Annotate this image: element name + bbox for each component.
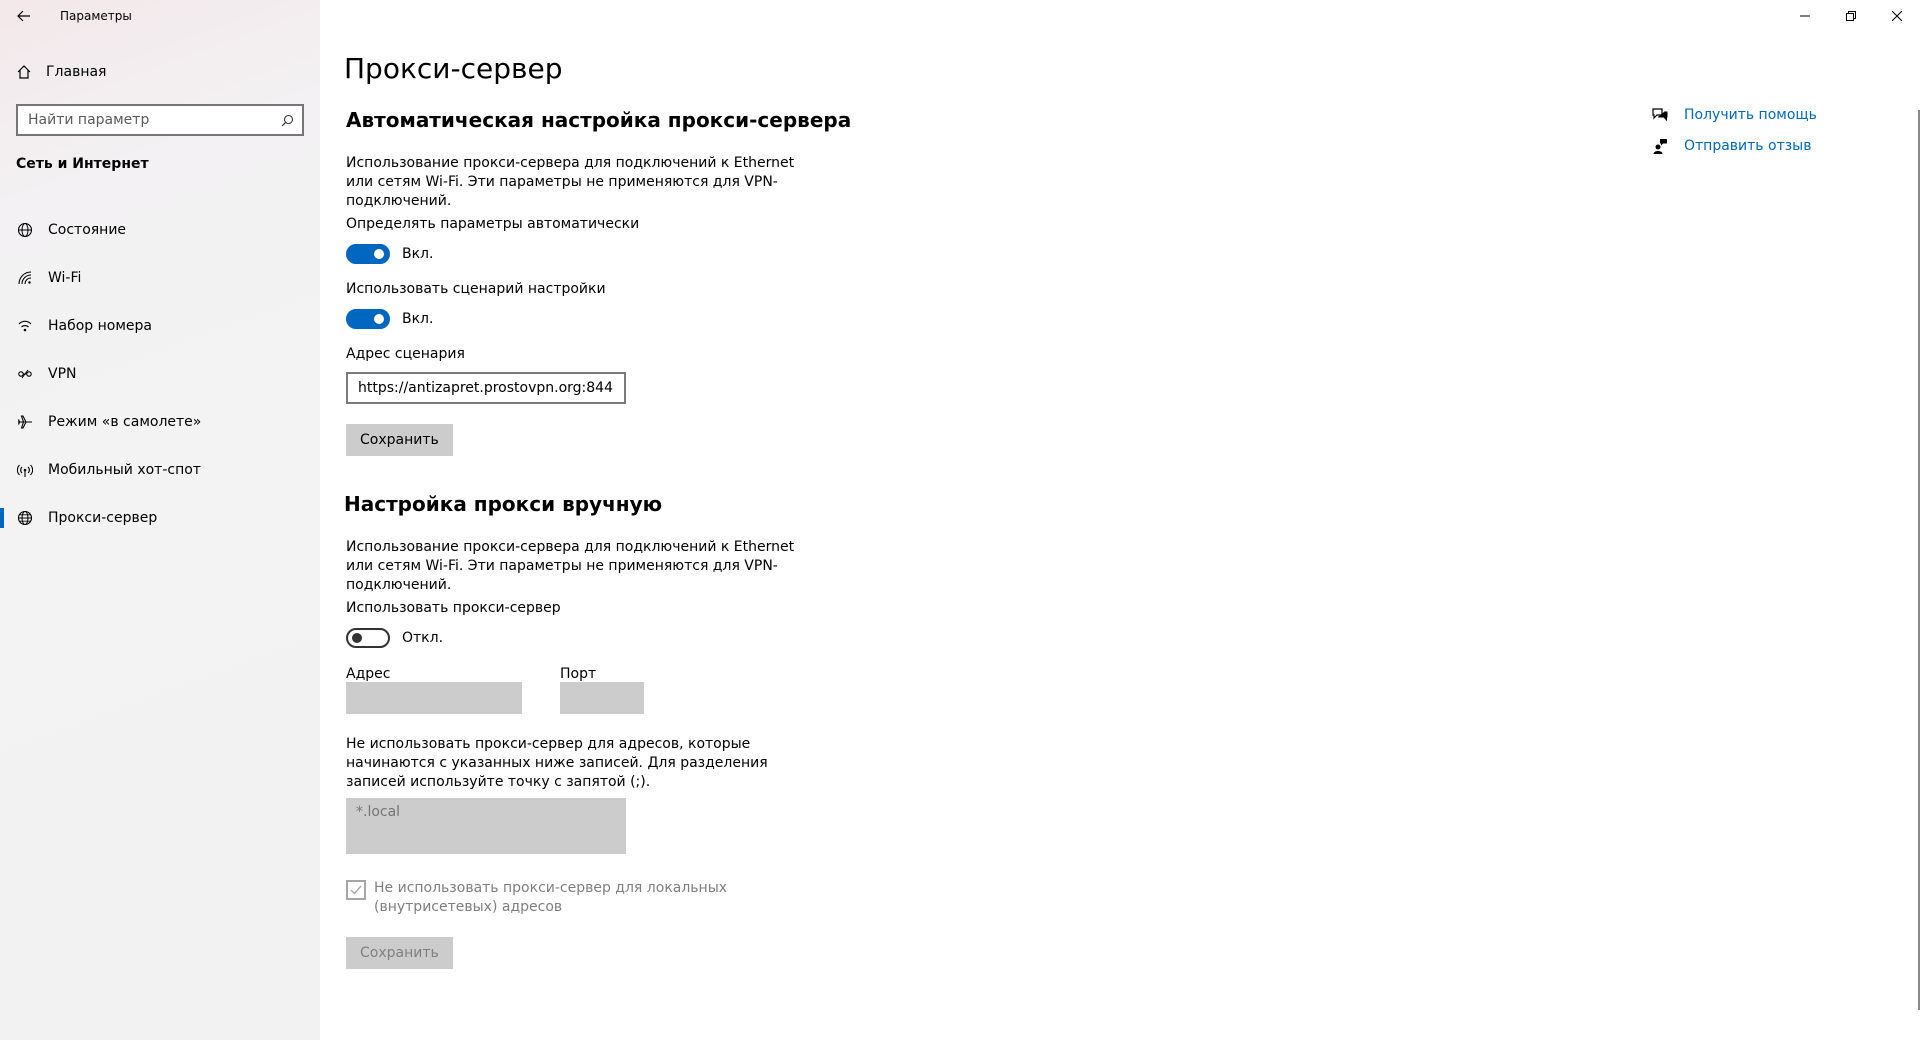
use-proxy-label: Использовать прокси-сервер	[346, 600, 561, 616]
search-box[interactable]	[16, 104, 304, 136]
use-script-row	[346, 308, 433, 330]
wifi-icon	[16, 269, 34, 287]
exceptions-field[interactable]	[346, 798, 626, 854]
script-address-input[interactable]	[358, 380, 614, 396]
sidebar-item-status[interactable]	[0, 206, 320, 254]
manual-section-heading: Настройка прокси вручную	[344, 492, 663, 516]
use-script-toggle[interactable]	[346, 309, 390, 329]
detect-auto-toggle[interactable]	[346, 244, 390, 264]
sidebar-item-airplane[interactable]	[0, 398, 320, 446]
proxy-address-label: Адрес	[346, 666, 391, 682]
back-button[interactable]	[0, 0, 48, 32]
home-nav-item[interactable]	[0, 56, 320, 88]
toggle-state-text: Вкл.	[402, 246, 434, 262]
checkmark-icon	[350, 885, 362, 895]
manual-save-button[interactable]: Сохранить	[346, 937, 453, 969]
globe-status-icon	[16, 221, 34, 239]
close-button[interactable]	[1874, 0, 1920, 32]
main-content	[320, 0, 1920, 1040]
use-proxy-row	[346, 627, 443, 649]
search-input[interactable]	[18, 106, 272, 134]
proxy-address-input[interactable]	[346, 682, 522, 714]
local-bypass-checkbox[interactable]	[346, 880, 366, 900]
search-icon[interactable]	[272, 114, 302, 127]
proxy-port-input[interactable]	[560, 682, 644, 714]
vpn-icon	[16, 365, 34, 383]
feedback-icon	[1650, 138, 1670, 154]
sidebar-item-proxy[interactable]	[0, 494, 320, 542]
local-bypass-row	[346, 880, 814, 917]
toggle-state-text: Вкл.	[402, 311, 434, 327]
exceptions-description: Не использовать прокси-сервер для адресов, которые начинаются с указанных ниже записей. Для разделения записей используйте точку с запятой (;).	[346, 736, 768, 790]
proxy-address-field[interactable]	[346, 682, 522, 714]
send-feedback-link[interactable]	[1650, 131, 1817, 161]
restore-icon	[1846, 11, 1856, 21]
section-title: Сеть и Интернет	[16, 156, 149, 172]
sidebar-item-wifi[interactable]	[0, 254, 320, 302]
minimize-button[interactable]	[1782, 0, 1828, 32]
close-icon	[1892, 11, 1902, 21]
sidebar-item-label: Wi-Fi	[48, 270, 82, 286]
use-proxy-toggle[interactable]	[346, 628, 390, 648]
sidebar-item-label: Прокси-сервер	[48, 510, 158, 526]
proxy-port-label: Порт	[560, 666, 597, 682]
sidebar-item-vpn[interactable]	[0, 350, 320, 398]
auto-save-button[interactable]: Сохранить	[346, 424, 453, 456]
send-feedback-label: Отправить отзыв	[1684, 138, 1812, 154]
dialup-icon	[16, 317, 34, 335]
minimize-icon	[1800, 11, 1810, 21]
page-title: Прокси-сервер	[344, 52, 563, 85]
auto-section-heading: Автоматическая настройка прокси-сервера	[346, 108, 852, 132]
sidebar	[0, 0, 320, 1040]
toggle-knob	[352, 633, 362, 643]
toggle-knob	[374, 249, 384, 259]
detect-auto-label: Определять параметры автоматически	[346, 216, 640, 232]
sidebar-item-label: Набор номера	[48, 318, 153, 334]
title-bar	[0, 0, 320, 32]
sidebar-item-hotspot[interactable]	[0, 446, 320, 494]
sidebar-item-label: VPN	[48, 366, 77, 382]
local-bypass-label: Не использовать прокси-сервер для локальных (внутрисетевых) адресов	[374, 880, 728, 915]
hotspot-icon	[16, 461, 34, 479]
sidebar-item-label: Состояние	[48, 222, 127, 238]
home-icon	[16, 64, 32, 80]
app-title: Параметры	[60, 9, 132, 23]
use-script-label: Использовать сценарий настройки	[346, 281, 606, 297]
toggle-knob	[374, 314, 384, 324]
airplane-icon	[16, 413, 34, 431]
get-help-label: Получить помощь	[1684, 107, 1817, 123]
toggle-state-text: Откл.	[402, 630, 444, 646]
manual-description: Использование прокси-сервера для подключений к Ethernet или сетям Wi-Fi. Эти параметры не применяются для VPN-подключений.	[346, 539, 795, 593]
home-label: Главная	[46, 64, 107, 80]
proxy-port-field[interactable]	[560, 682, 644, 714]
sidebar-item-label: Режим «в самолете»	[48, 414, 202, 430]
help-panel	[1650, 100, 1817, 162]
script-address-label: Адрес сценария	[346, 346, 465, 362]
help-chat-icon	[1650, 107, 1670, 123]
sidebar-nav	[0, 206, 320, 542]
script-address-field[interactable]	[346, 372, 626, 404]
back-arrow-icon	[17, 10, 31, 22]
sidebar-item-label: Мобильный хот-спот	[48, 462, 201, 478]
window-controls	[1782, 0, 1920, 32]
restore-button[interactable]	[1828, 0, 1874, 32]
auto-description: Использование прокси-сервера для подключений к Ethernet или сетям Wi-Fi. Эти параметры не применяются для VPN-подключений.	[346, 155, 795, 209]
globe-icon	[16, 509, 34, 527]
detect-auto-row	[346, 243, 433, 265]
sidebar-item-dialup[interactable]	[0, 302, 320, 350]
get-help-link[interactable]	[1650, 100, 1817, 130]
exceptions-textarea[interactable]	[346, 798, 626, 854]
